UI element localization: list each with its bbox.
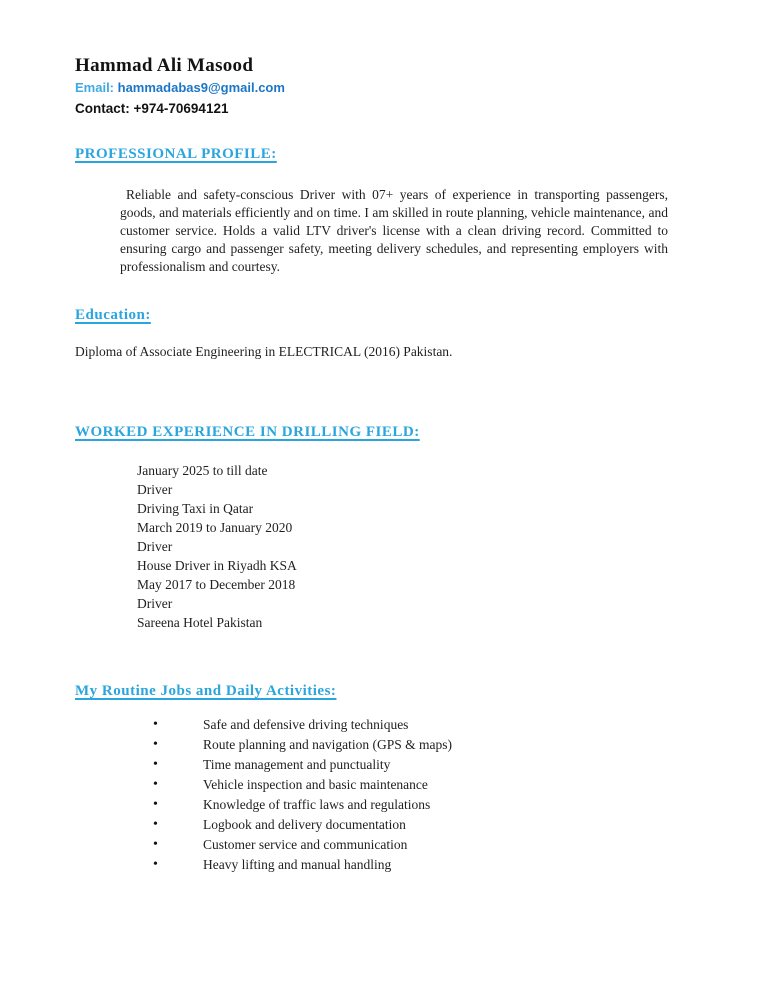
experience-line: March 2019 to January 2020 (137, 520, 293, 535)
section-heading-education: Education: (75, 307, 151, 323)
bullet-icon: • (153, 777, 158, 792)
list-item-label: Logbook and delivery documentation (203, 817, 406, 832)
list-item-label: Knowledge of traffic laws and regulations (203, 797, 431, 812)
resume-content (0, 55, 768, 875)
bullet-icon: • (153, 757, 158, 772)
person-name: Hammad Ali Masood (75, 55, 254, 76)
routine-activities-list (75, 715, 670, 875)
list-item-label: Vehicle inspection and basic maintenance (203, 777, 428, 792)
experience-line: Driver (137, 539, 173, 554)
experience-line: Sareena Hotel Pakistan (137, 615, 263, 630)
list-item-label: Time management and punctuality (203, 757, 391, 772)
list-item (75, 815, 670, 835)
list-item-label: Safe and defensive driving techniques (203, 717, 409, 732)
section-heading-worked-experience: WORKED EXPERIENCE IN DRILLING FIELD: (75, 424, 420, 440)
list-item-label: Heavy lifting and manual handling (203, 857, 392, 872)
experience-line: May 2017 to December 2018 (137, 577, 296, 592)
education-entry: Diploma of Associate Engineering in ELECTRICAL (2016) Pakistan. (75, 344, 453, 359)
experience-line: Driver (137, 596, 173, 611)
bullet-icon: • (153, 837, 158, 852)
section-heading-routine-jobs: My Routine Jobs and Daily Activities: (75, 683, 337, 699)
email-line (75, 80, 670, 96)
bullet-icon: • (153, 737, 158, 752)
list-item (75, 775, 670, 795)
list-item (75, 835, 670, 855)
list-item (75, 855, 670, 875)
email-label: Email: (75, 80, 115, 95)
experience-list (137, 461, 670, 632)
experience-line: House Driver in Riyadh KSA (137, 558, 297, 573)
professional-profile-paragraph: Reliable and safety-conscious Driver with 07+ years of experience in transporting passengers, goods, and materials efficiently and on time. I am skilled in route planning, vehicle maintenance, and customer service. Holds a valid LTV driver's license with a clean driving record. Committed to ensuring cargo and passenger safety, meeting delivery schedules, and representing employers with professionalism and courtesy. (120, 187, 668, 274)
experience-line: January 2025 to till date (137, 463, 268, 478)
bullet-icon: • (153, 857, 158, 872)
contact-line: Contact: +974-70694121 (75, 101, 229, 116)
section-heading-professional-profile: PROFESSIONAL PROFILE: (75, 146, 277, 162)
email-address: hammadabas9@gmail.com (117, 80, 285, 95)
bullet-icon: • (153, 717, 158, 732)
bullet-icon: • (153, 797, 158, 812)
experience-line: Driver (137, 482, 173, 497)
list-item-label: Customer service and communication (203, 837, 408, 852)
list-item (75, 795, 670, 815)
list-item (75, 735, 670, 755)
experience-line: Driving Taxi in Qatar (137, 501, 254, 516)
list-item-label: Route planning and navigation (GPS & maps) (203, 737, 452, 752)
list-item (75, 755, 670, 775)
bullet-icon: • (153, 817, 158, 832)
list-item (75, 715, 670, 735)
